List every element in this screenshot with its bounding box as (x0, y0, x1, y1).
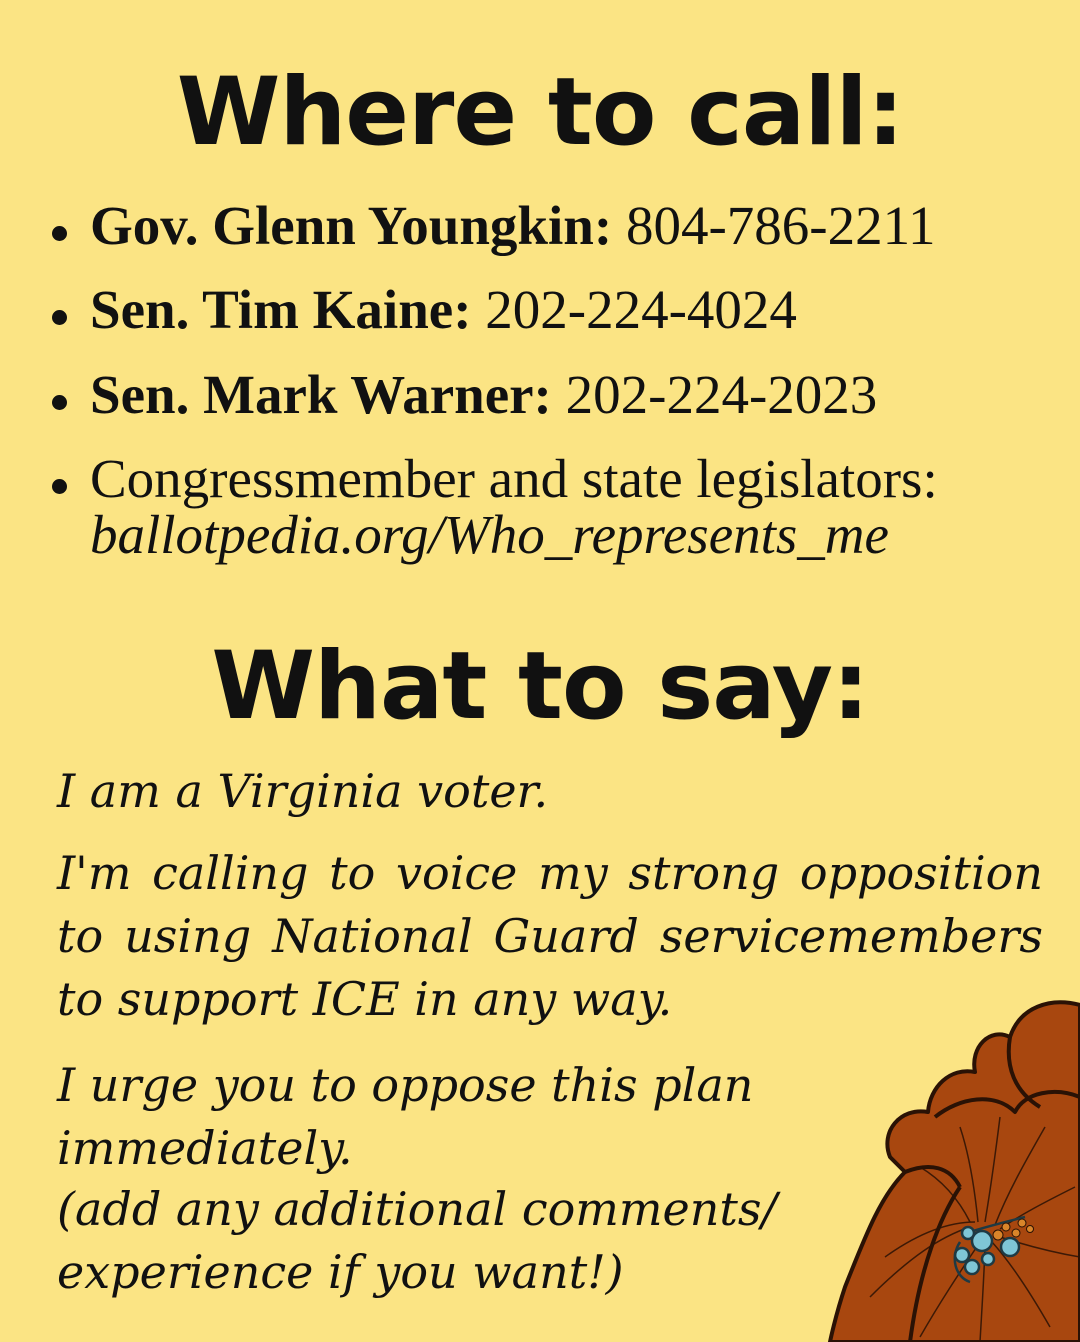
legislators-label: Congressmember and state legislators: (90, 448, 938, 510)
script-paragraph-4: (add any additional comments/ experience if you want!) (57, 1182, 777, 1299)
contact-name: Sen. Tim Kaine: (90, 279, 472, 341)
script-paragraph-1: I am a Virginia voter. (57, 764, 549, 818)
script-paragraph-3: I urge you to oppose this plan immediately. (57, 1058, 754, 1175)
contact-phone[interactable]: 202-224-4024 (485, 279, 797, 341)
bullet-icon (52, 310, 67, 325)
contact-name: Gov. Glenn Youngkin: (90, 195, 613, 256)
bullet-icon (52, 226, 67, 241)
script-paragraph-2: I'm calling to voice my strong opposition to using National Guard servicemembers to support ICE in any way. (57, 846, 1043, 1026)
contact-item-governor (48, 196, 1058, 255)
contact-phone[interactable]: 202-224-2023 (565, 363, 878, 425)
bullet-icon (52, 479, 67, 494)
contact-list (48, 196, 1058, 589)
where-to-call-heading: Where to call: (176, 58, 904, 167)
bullet-icon (52, 395, 67, 410)
contact-phone[interactable]: 804-786-2211 (625, 195, 936, 256)
contact-item-legislators (48, 449, 1058, 564)
contact-name: Sen. Mark Warner: (90, 363, 552, 425)
contact-item-warner (48, 365, 1058, 424)
hibiscus-flower-icon (810, 997, 1080, 1342)
ballotpedia-link[interactable]: ballotpedia.org/Who_represents_me (90, 503, 889, 565)
contact-item-kaine (48, 280, 1058, 339)
what-to-say-heading: What to say: (211, 632, 869, 741)
